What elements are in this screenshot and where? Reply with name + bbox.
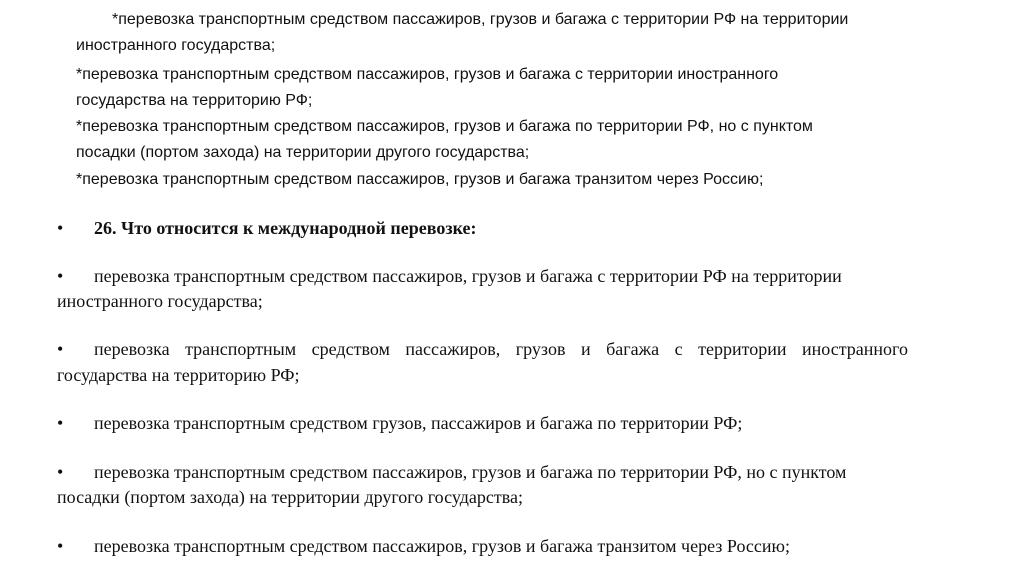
answer-item-2-line-1: *перевозка транспортным средством пассажиров, грузов и багажа с территории иностранного bbox=[76, 66, 779, 83]
answer-item-3-line-1: *перевозка транспортным средством пассажиров, грузов и багажа по территории РФ, но с пунктом bbox=[76, 118, 813, 135]
answer-item-2-line-2: государства на территорию РФ; bbox=[76, 92, 313, 109]
option-4-line-1: перевозка транспортным средством пассажиров, грузов и багажа по территории РФ, но с пунктом bbox=[94, 462, 847, 482]
answer-item-4-line-1: *перевозка транспортным средством пассажиров, грузов и багажа транзитом через Россию; bbox=[76, 171, 764, 188]
option-bullet: • bbox=[57, 266, 64, 286]
option-bullet: • bbox=[57, 536, 64, 556]
answer-item-1-line-2: иностранного государства; bbox=[76, 37, 276, 54]
question-title: 26. Что относится к международной перевозке: bbox=[94, 218, 477, 238]
option-2-line-2: государства на территорию РФ; bbox=[57, 365, 300, 385]
option-3-line-1: перевозка транспортным средством грузов, пассажиров и багажа по территории РФ; bbox=[94, 413, 743, 433]
question-bullet: • bbox=[57, 218, 64, 238]
option-4-line-2: посадки (портом захода) на территории другого государства; bbox=[57, 487, 523, 507]
answer-item-3-line-2: посадки (портом захода) на территории другого государства; bbox=[76, 144, 530, 161]
option-1-line-2: иностранного государства; bbox=[57, 291, 263, 311]
option-bullet: • bbox=[57, 413, 64, 433]
option-2-line-1: перевозка транспортным средством пассажиров, грузов и багажа с территории иностранного bbox=[94, 339, 908, 359]
option-5-line-1: перевозка транспортным средством пассажиров, грузов и багажа транзитом через Россию; bbox=[94, 536, 790, 556]
option-bullet: • bbox=[57, 339, 64, 359]
answer-item-1-line-1: *перевозка транспортным средством пассажиров, грузов и багажа с территории РФ на территории bbox=[112, 11, 849, 28]
option-bullet: • bbox=[57, 462, 64, 482]
option-1-line-1: перевозка транспортным средством пассажиров, грузов и багажа с территории РФ на территории bbox=[94, 266, 842, 286]
